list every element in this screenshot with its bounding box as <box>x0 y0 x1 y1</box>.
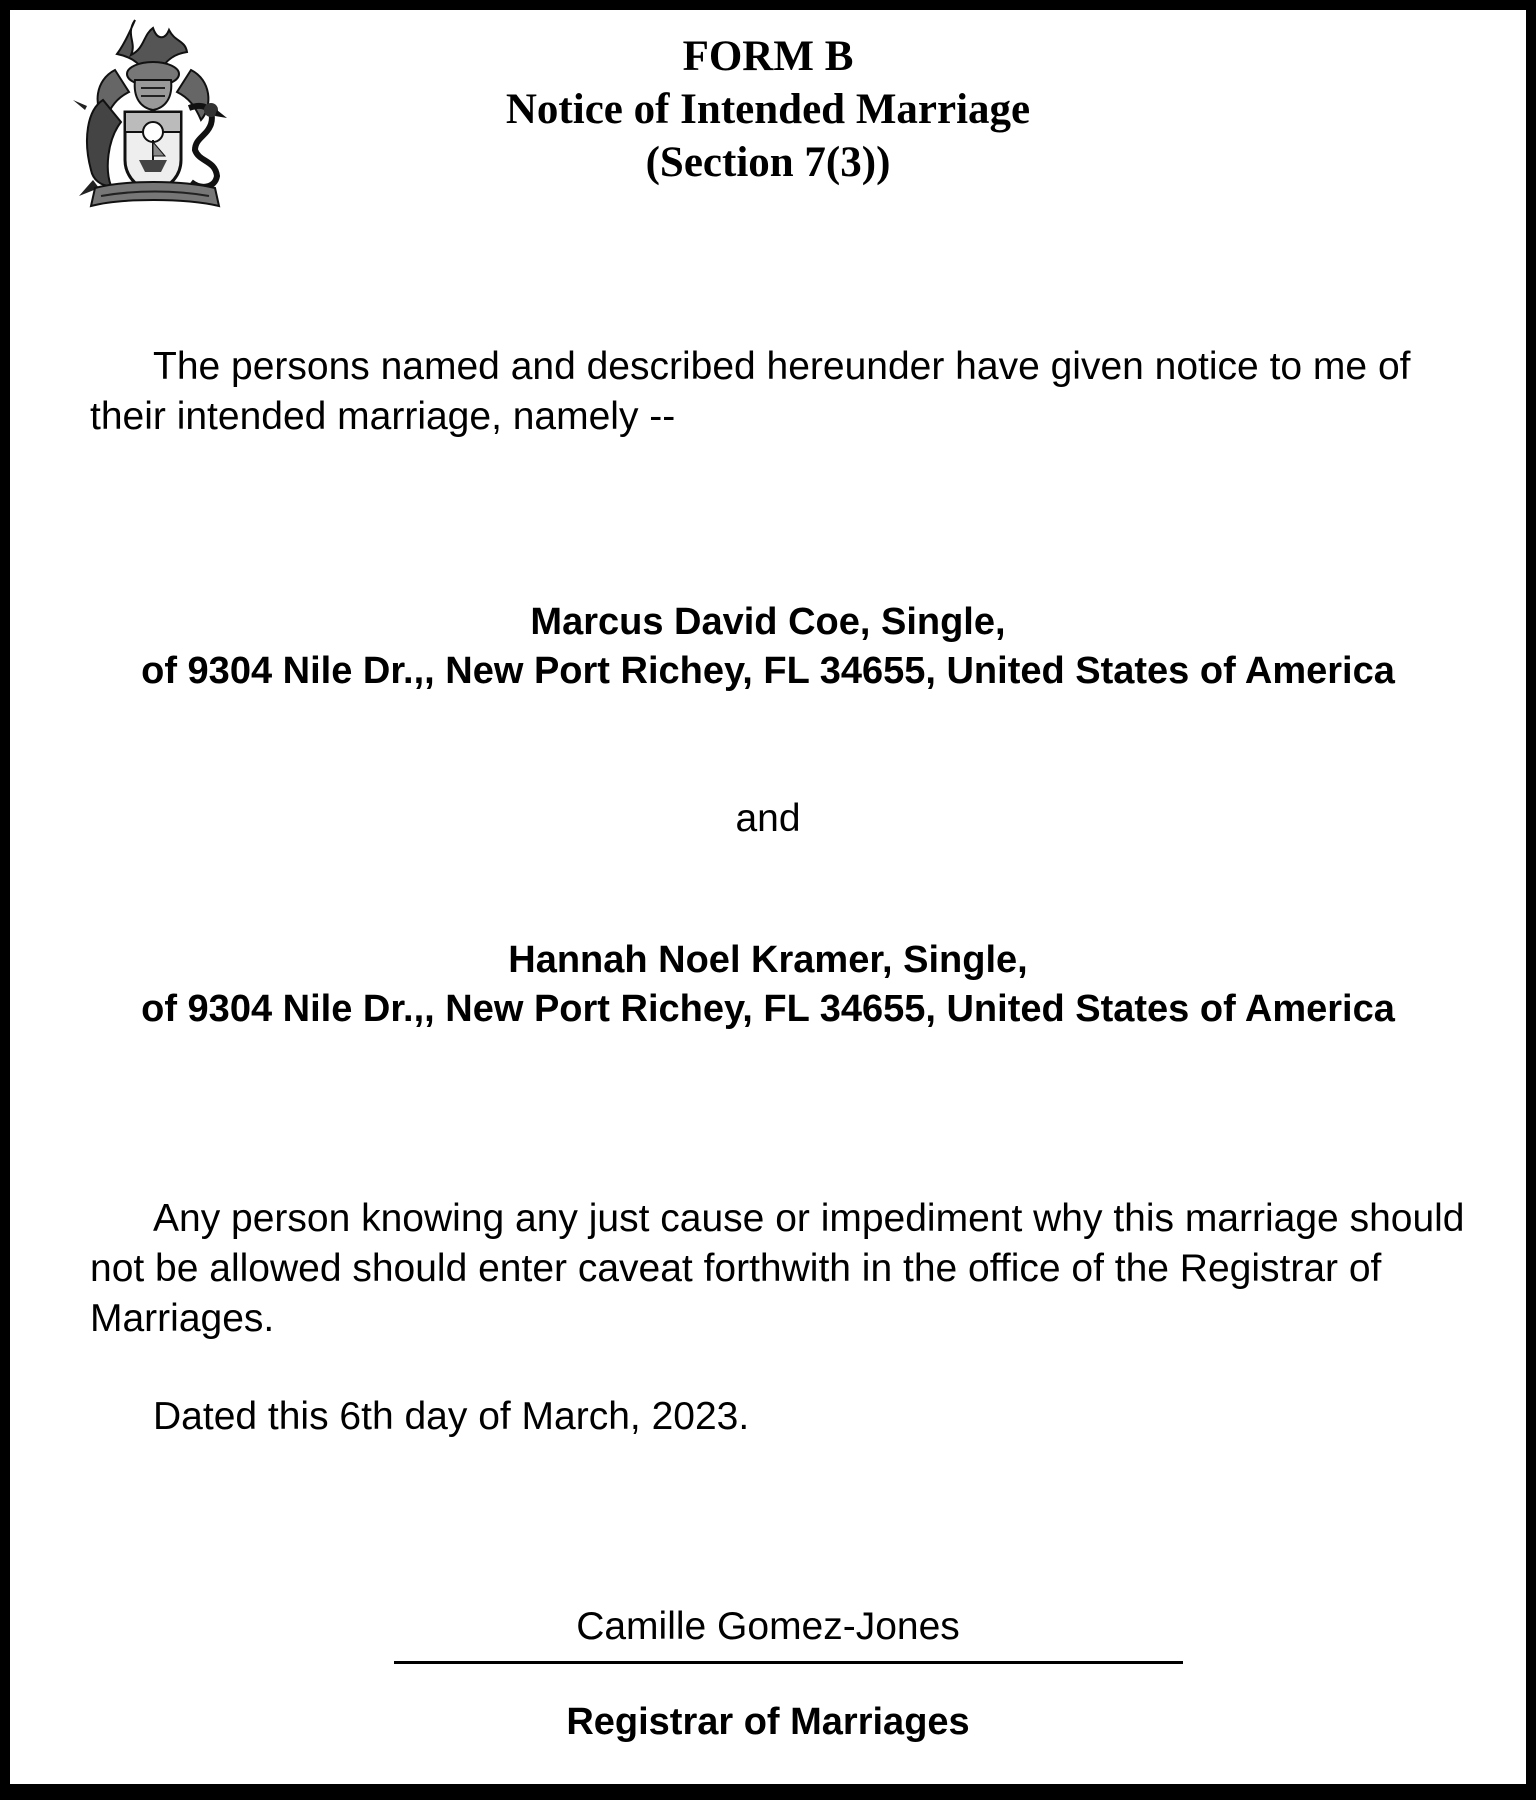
party-second <box>10 936 1526 1034</box>
party-name: Marcus David Coe, Single, <box>530 601 1006 643</box>
form-section-reference: (Section 7(3)) <box>645 139 891 186</box>
party-address: of 9304 Nile Dr.,, New Port Richey, FL 34655, United States of America <box>141 988 1395 1030</box>
form-title: Notice of Intended Marriage <box>505 86 1031 133</box>
party-name: Hannah Noel Kramer, Single, <box>508 939 1028 981</box>
notice-document <box>10 10 1526 1784</box>
form-heading <box>210 30 1326 189</box>
intro-paragraph: The persons named and described hereunder have given notice to me of their intended marriage, namely -- <box>90 345 1411 438</box>
registrar-title: Registrar of Marriages <box>566 1701 970 1743</box>
signature-line <box>394 1661 1183 1664</box>
dated-line: Dated this 6th day of March, 2023. <box>153 1395 750 1438</box>
party-address: of 9304 Nile Dr.,, New Port Richey, FL 34655, United States of America <box>141 650 1395 692</box>
form-label: FORM B <box>682 33 854 80</box>
conjunction-text: and <box>735 797 801 840</box>
registrar-name: Camille Gomez-Jones <box>576 1605 960 1648</box>
party-first <box>10 598 1526 696</box>
caveat-paragraph: Any person knowing any just cause or impediment why this marriage should not be allowed should enter caveat forthwith in the office of the Registrar of Marriages. <box>90 1197 1465 1340</box>
